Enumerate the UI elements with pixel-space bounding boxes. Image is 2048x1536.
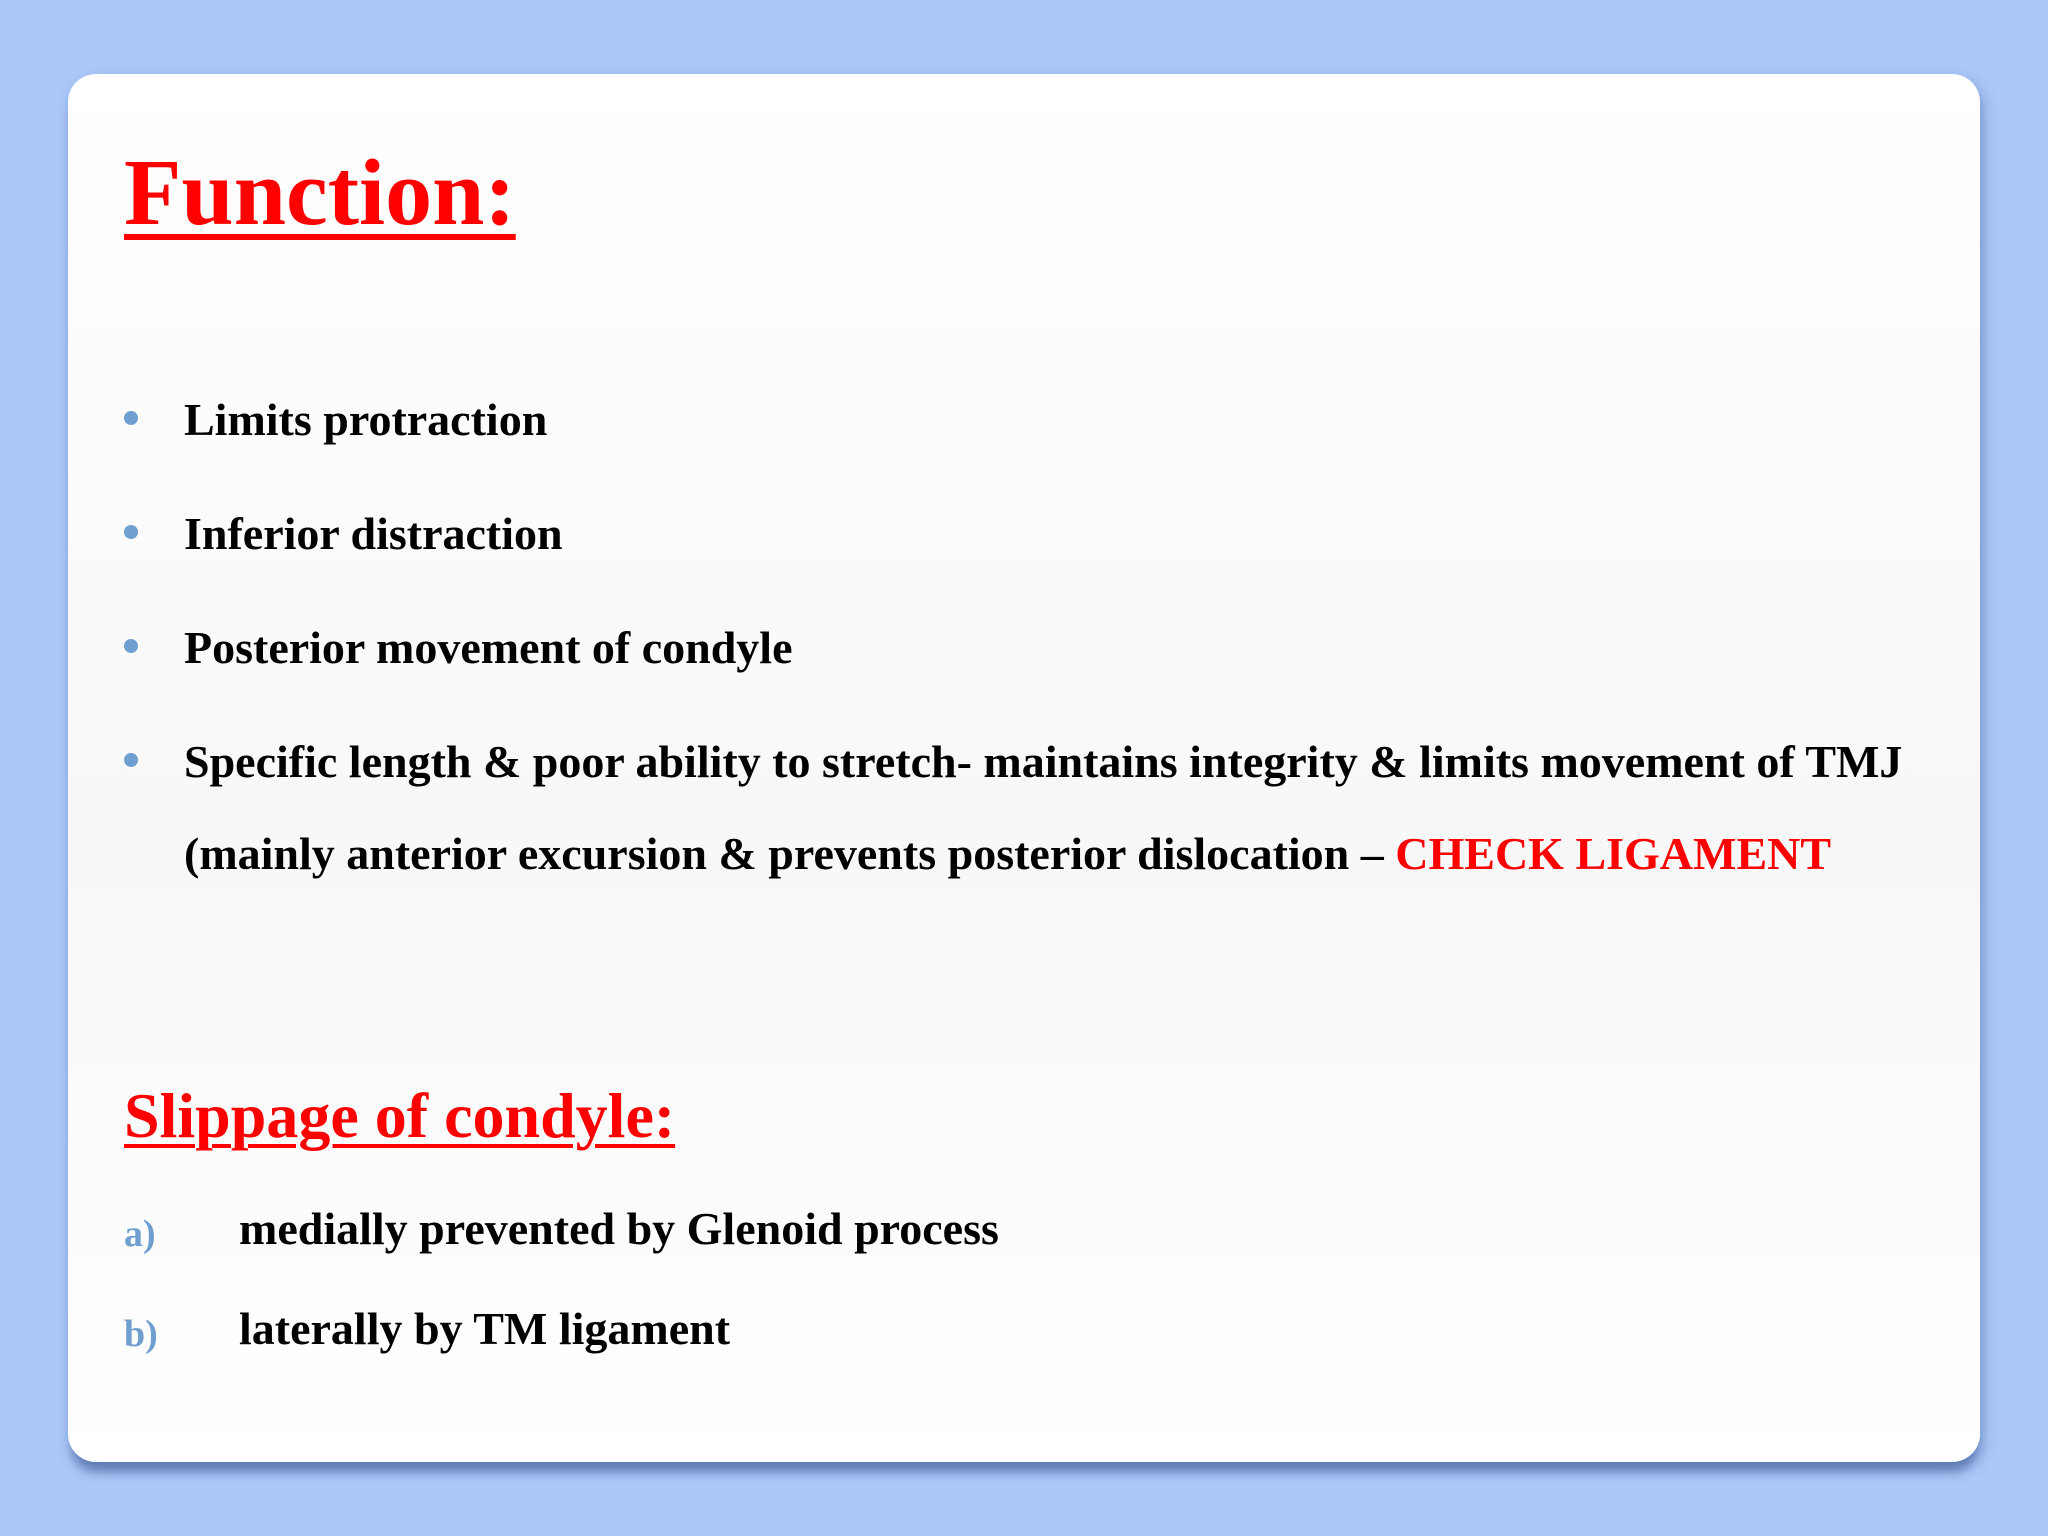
slide-card	[68, 74, 1980, 1462]
list-marker: b)	[124, 1313, 158, 1355]
function-bullet-list	[124, 374, 1980, 945]
bullet-dot-icon	[124, 639, 138, 653]
list-marker: a)	[124, 1213, 156, 1255]
bullet-text: Specific length & poor ability to stretch- maintains integrity & limits movement of TMJ (mainly anterior excursion & prevents posterior dislocation –	[184, 736, 1903, 879]
section-subtitle: Slippage of condyle:	[124, 1080, 676, 1151]
bullet-dot-icon	[124, 411, 138, 425]
bullet-text: Inferior distraction	[184, 508, 563, 559]
bullet-item	[124, 374, 1980, 466]
list-item-text: laterally by TM ligament	[239, 1303, 731, 1354]
bullet-highlight-text: CHECK LIGAMENT	[1395, 828, 1832, 879]
slide-title: Function:	[124, 141, 516, 245]
bullet-dot-icon	[124, 753, 138, 767]
bullet-item	[124, 602, 1980, 694]
bullet-dot-icon	[124, 525, 138, 539]
bullet-text: Limits protraction	[184, 394, 548, 445]
bullet-text: Posterior movement of condyle	[184, 622, 793, 673]
list-item-text: medially prevented by Glenoid process	[239, 1203, 999, 1254]
bullet-item	[124, 488, 1980, 580]
bullet-item	[124, 716, 1980, 900]
